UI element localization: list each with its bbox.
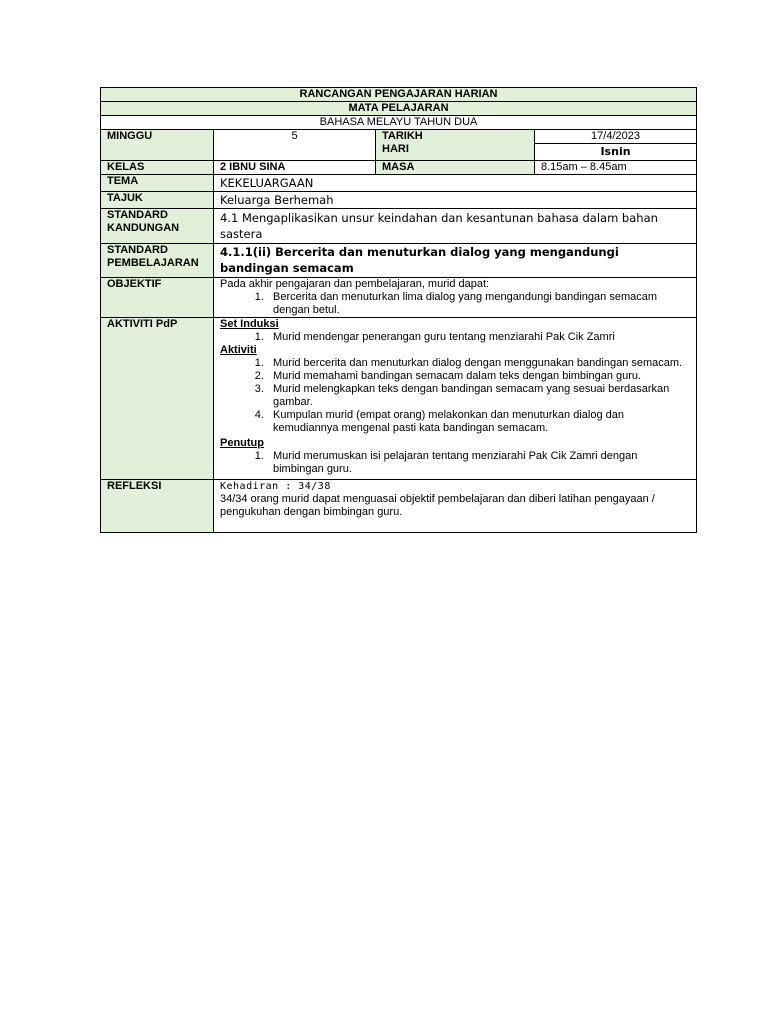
set-induksi-heading: Set Induksi [220,318,279,330]
standard-kandungan-label-1: STANDARD [107,209,168,221]
list-item: 3. Murid melengkapkan teks dengan bandingan semacam yang sesuai berdasarkan gambar. [267,383,690,409]
plan-title: RANCANGAN PENGAJARAN HARIAN [101,88,697,102]
penutup-list [220,450,690,476]
masa-label: MASA [376,161,535,175]
tajuk-label: TAJUK [101,192,214,209]
masa-value: 8.15am – 8.45am [535,161,697,175]
minggu-label: MINGGU [101,130,214,161]
subject-value: BAHASA MELAYU TAHUN DUA [101,116,697,130]
tarikh-hari-label [376,130,535,161]
list-item: 1. Murid mendengar penerangan guru tentang menziarahi Pak Cik Zamri [267,331,690,344]
tarikh-label: TARIKH [382,130,423,142]
objektif-list [220,291,690,317]
hari-label: HARI [382,143,409,155]
kehadiran-text: Kehadiran : 34/38 [220,481,331,492]
objektif-cell [214,278,697,318]
refleksi-text: 34/34 orang murid dapat menguasai objektif pembelajaran dan diberi latihan pengayaan / pengukuhan dengan bimbingan guru. [220,493,655,518]
tema-value: KEKELUARGAAN [214,175,697,192]
standard-pembelajaran-label-1: STANDARD [107,244,168,256]
tajuk-value: Keluarga Berhemah [214,192,697,209]
kelas-value: 2 IBNU SINA [214,161,376,175]
standard-pembelajaran-label [101,244,214,278]
standard-kandungan-label [101,209,214,244]
objektif-label: OBJEKTIF [101,278,214,318]
subject-label: MATA PELAJARAN [101,102,697,116]
list-item: 1. Bercerita dan menuturkan lima dialog yang mengandungi bandingan semacam dengan betul. [267,291,690,317]
refleksi-cell [214,480,697,533]
refleksi-label: REFLEKSI [101,480,214,533]
aktiviti-cell [214,318,697,480]
list-item: 1. Murid bercerita dan menuturkan dialog dengan menggunakan bandingan semacam. [267,357,690,370]
standard-pembelajaran-value: 4.1.1(ii) Bercerita dan menuturkan dialog yang mengandungi bandingan semacam [214,244,697,278]
standard-kandungan-label-2: KANDUNGAN [107,222,180,234]
set-induksi-list [220,331,690,344]
standard-pembelajaran-label-2: PEMBELAJARAN [107,257,199,269]
aktiviti-heading: Aktiviti [220,344,257,356]
penutup-heading: Penutup [220,437,264,449]
standard-kandungan-value: 4.1 Mengaplikasikan unsur keindahan dan kesantunan bahasa dalam bahan sastera [214,209,697,244]
list-item: 1. Murid merumuskan isi pelajaran tentang menziarahi Pak Cik Zamri dengan bimbingan guru. [267,450,690,476]
hari-value: Isnin [535,144,697,161]
tarikh-value: 17/4/2023 [535,130,697,144]
objektif-intro: Pada akhir pengajaran dan pembelajaran, murid dapat: [220,278,490,290]
aktiviti-list [220,357,690,435]
kelas-label: KELAS [101,161,214,175]
tema-label: TEMA [101,175,214,192]
list-item: 2. Murid memahami bandingan semacam dalam teks dengan bimbingan guru. [267,370,690,383]
aktiviti-label: AKTIVITI PdP [101,318,214,480]
lesson-plan-table [100,87,697,533]
minggu-value: 5 [214,130,376,161]
list-item: 4. Kumpulan murid (empat orang) melakonkan dan menuturkan dialog dan kemudiannya mengenal pasti kata bandingan semacam. [267,409,690,435]
